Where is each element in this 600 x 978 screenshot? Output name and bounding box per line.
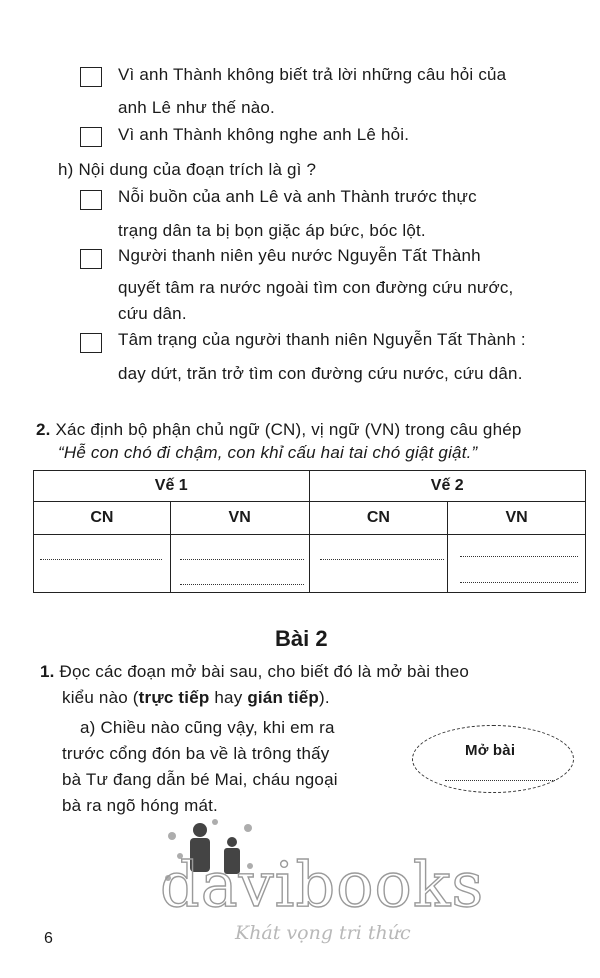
table-group-2: Vế 2 — [309, 471, 586, 502]
option-h2-line2: quyết tâm ra nước ngoài tìm con đường cứu nước, — [118, 278, 514, 297]
answer-dots — [460, 582, 578, 583]
table-col-vn-1: VN — [170, 502, 309, 535]
q1-indirect: gián tiếp — [247, 688, 320, 707]
option-g1-line1: Vì anh Thành không biết trả lời những câu hỏi của — [118, 65, 507, 84]
answer-cell-vn-2[interactable] — [448, 535, 586, 593]
bai2-q1-text: Đọc các đoạn mở bài sau, cho biết đó là mở bài theo — [59, 662, 470, 681]
page-number: 6 — [44, 930, 53, 947]
para-a-line2: trước cổng đón ba về là trông thấy — [62, 744, 330, 763]
checkbox-h2[interactable] — [80, 249, 102, 269]
answer-dots — [460, 556, 578, 557]
bai2-q1-number: 1. — [40, 662, 55, 681]
section-title: Bài 2 — [275, 626, 328, 651]
table-col-cn-1: CN — [34, 502, 171, 535]
checkbox-g1[interactable] — [80, 67, 102, 87]
checkbox-h3[interactable] — [80, 333, 102, 353]
q1-end: ). — [319, 688, 330, 707]
answer-label: Mở bài — [465, 742, 516, 759]
bai2-q1-line2 — [62, 688, 330, 708]
q1-start: kiểu nào ( — [62, 688, 139, 707]
option-g1-line2: anh Lê như thế nào. — [118, 98, 275, 117]
table-col-vn-2: VN — [448, 502, 586, 535]
exercise2-quote: “Hễ con chó đi chậm, con khỉ cấu hai tai chó giật giật.” — [58, 443, 478, 462]
question-h: h) Nội dung của đoạn trích là gì ? — [58, 160, 317, 179]
answer-bubble[interactable] — [412, 725, 574, 793]
q1-or: hay — [209, 688, 248, 707]
checkbox-g2[interactable] — [80, 127, 102, 147]
q1-direct: trực tiếp — [138, 688, 210, 707]
option-h1-line1: Nỗi buồn của anh Lê và anh Thành trước thực — [118, 187, 477, 206]
table-col-cn-2: CN — [309, 502, 448, 535]
bai2-q1-line1 — [40, 662, 469, 682]
answer-dots — [180, 584, 304, 585]
exercise2-number: 2. — [36, 420, 51, 439]
exercise2-text: Xác định bộ phận chủ ngữ (CN), vị ngữ (VN) trong câu ghép — [55, 420, 522, 439]
answer-cell-cn-1[interactable] — [34, 535, 171, 593]
table-group-1: Vế 1 — [34, 471, 310, 502]
watermark-slogan: Khát vọng tri thức — [235, 922, 411, 944]
option-h3-line1: Tâm trạng của người thanh niên Nguyễn Tất Thành : — [118, 330, 526, 349]
answer-dots — [320, 559, 444, 560]
checkbox-h1[interactable] — [80, 190, 102, 210]
answer-dots — [40, 559, 162, 560]
answer-dots — [445, 780, 555, 781]
option-h3-line2: day dứt, trăn trở tìm con đường cứu nước, cứu dân. — [118, 364, 523, 383]
option-h2-line3: cứu dân. — [118, 304, 187, 323]
watermark-brand: davibooks — [160, 848, 485, 921]
option-h1-line2: trạng dân ta bị bọn giặc áp bức, bóc lột. — [118, 221, 426, 240]
option-h2-line1: Người thanh niên yêu nước Nguyễn Tất Thành — [118, 246, 481, 265]
para-a-line4: bà ra ngõ hóng mát. — [62, 796, 218, 815]
answer-table — [33, 470, 586, 593]
exercise2-prompt — [36, 420, 522, 440]
answer-cell-cn-2[interactable] — [309, 535, 448, 593]
answer-dots — [180, 559, 304, 560]
para-a-line1: a) Chiều nào cũng vậy, khi em ra — [80, 718, 335, 737]
para-a-line3: bà Tư đang dẫn bé Mai, cháu ngoại — [62, 770, 338, 789]
option-g2-line1: Vì anh Thành không nghe anh Lê hỏi. — [118, 125, 410, 144]
